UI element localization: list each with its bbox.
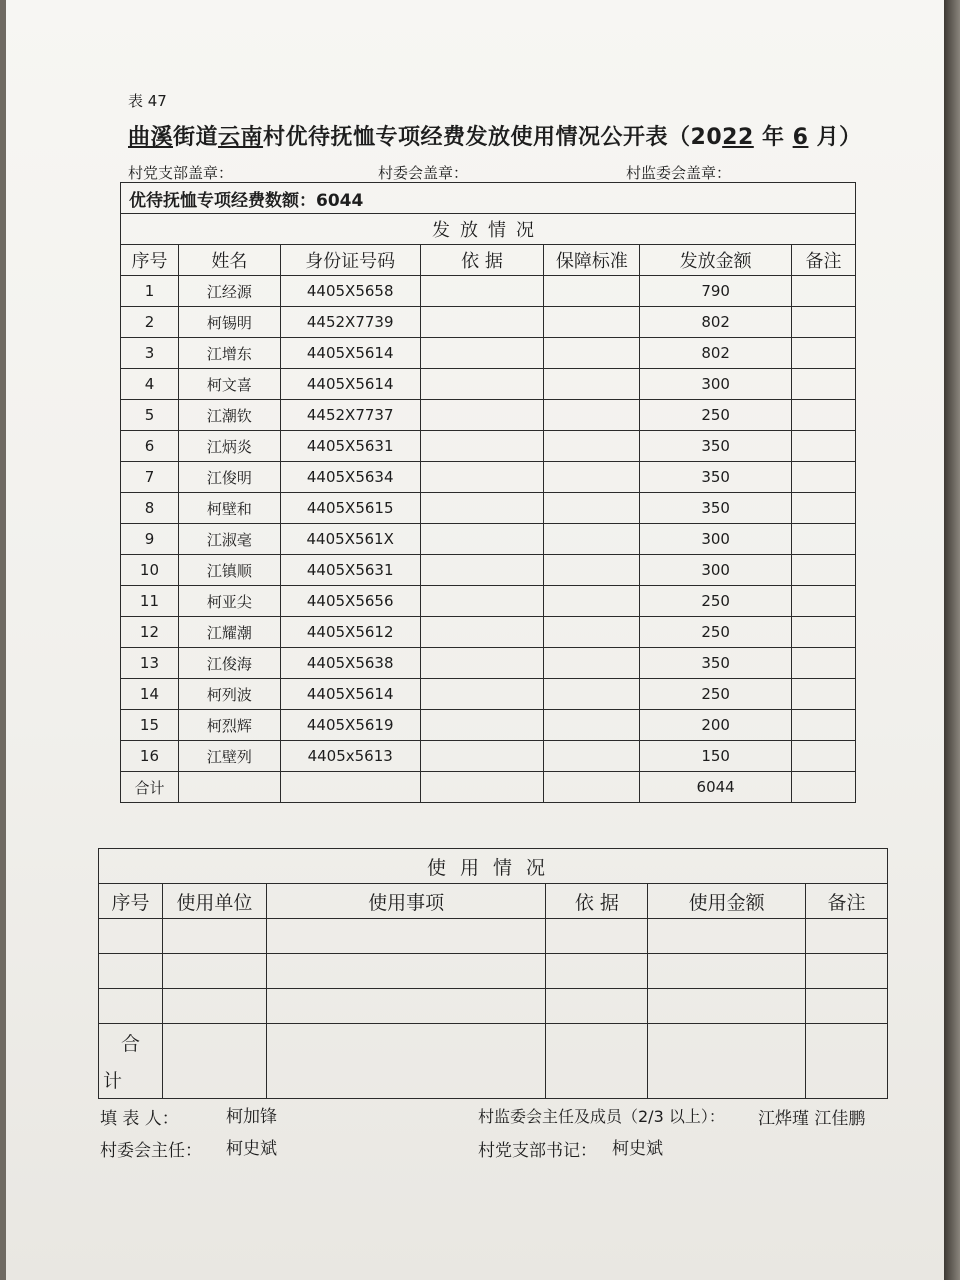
title-part: 村优待抚恤专项经费发放使用情况公开表（20: [263, 125, 723, 150]
distribution-section-title: 发放情况: [121, 214, 856, 245]
title-town: 曲溪: [128, 125, 174, 150]
row-number: 5: [121, 400, 179, 431]
row-number: 7: [121, 462, 179, 493]
remark: [792, 586, 856, 617]
id-number: 4405X5614: [280, 679, 420, 710]
table-cell: [280, 772, 420, 803]
remark: [792, 679, 856, 710]
standard: [544, 307, 640, 338]
standard: [544, 338, 640, 369]
column-header: 使用金额: [648, 884, 806, 919]
secretary-name: 柯史斌: [612, 1139, 663, 1159]
director-label: 村委会主任：: [100, 1141, 202, 1161]
usage-total-label: [99, 1024, 163, 1099]
id-number: 4405X5619: [280, 710, 420, 741]
column-header: 序号: [121, 245, 179, 276]
standard: [544, 710, 640, 741]
recipient-name: 柯壁和: [178, 493, 280, 524]
table-cell: [792, 772, 856, 803]
id-number: 4405X5658: [280, 276, 420, 307]
distribution-row: [121, 648, 856, 679]
basis: [420, 648, 544, 679]
standard: [544, 555, 640, 586]
recipient-name: 柯文喜: [178, 369, 280, 400]
fund-amount-value: 6044: [316, 190, 364, 211]
row-number: 8: [121, 493, 179, 524]
usage-row: [99, 989, 888, 1024]
recipient-name: 江镇顺: [178, 555, 280, 586]
column-header: 序号: [99, 884, 163, 919]
distribution-row: [121, 462, 856, 493]
secretary-label: 村党支部书记：: [478, 1141, 597, 1161]
recipient-name: 柯列波: [178, 679, 280, 710]
supervision-label: 村监委会主任及成员（2/3 以上）：: [478, 1107, 725, 1126]
supervision-names: 江烨瑾 江佳鹏: [758, 1109, 866, 1129]
amount: 250: [640, 400, 792, 431]
recipient-name: 江增东: [178, 338, 280, 369]
row-number: 4: [121, 369, 179, 400]
amount: 802: [640, 338, 792, 369]
row-number: 12: [121, 617, 179, 648]
row-number: 6: [121, 431, 179, 462]
basis: [420, 710, 544, 741]
distribution-row: [121, 276, 856, 307]
amount: 350: [640, 648, 792, 679]
basis: [420, 741, 544, 772]
amount: 250: [640, 679, 792, 710]
id-number: 4405x5613: [280, 741, 420, 772]
recipient-name: 江俊明: [178, 462, 280, 493]
table-cell: [420, 772, 544, 803]
remark: [792, 307, 856, 338]
standard: [544, 648, 640, 679]
basis: [420, 679, 544, 710]
basis: [420, 617, 544, 648]
usage-row: [99, 919, 888, 954]
total-label: 合计: [121, 772, 179, 803]
amount: 350: [640, 431, 792, 462]
recipient-name: 江耀潮: [178, 617, 280, 648]
title-village: 云南: [218, 125, 264, 150]
amount: 802: [640, 307, 792, 338]
id-number: 4405X5638: [280, 648, 420, 679]
row-number: 2: [121, 307, 179, 338]
usage-total-label-top: 合: [120, 1033, 140, 1055]
standard: [544, 431, 640, 462]
column-header: 依 据: [546, 884, 648, 919]
standard: [544, 524, 640, 555]
recipient-name: 江经源: [178, 276, 280, 307]
id-number: 4405X5614: [280, 369, 420, 400]
director-name: 柯史斌: [226, 1139, 277, 1159]
remark: [792, 524, 856, 555]
basis: [420, 400, 544, 431]
standard: [544, 679, 640, 710]
remark: [792, 462, 856, 493]
row-number: 14: [121, 679, 179, 710]
recipient-name: 江炳炎: [178, 431, 280, 462]
remark: [792, 400, 856, 431]
remark: [792, 617, 856, 648]
distribution-row: [121, 493, 856, 524]
distribution-row: [121, 307, 856, 338]
basis: [420, 307, 544, 338]
distribution-row: [121, 400, 856, 431]
basis: [420, 276, 544, 307]
stamp-village-committee: 村委会盖章：: [378, 164, 469, 182]
amount: 150: [640, 741, 792, 772]
usage-total-row: [99, 1024, 888, 1099]
recipient-name: 柯烈辉: [178, 710, 280, 741]
distribution-row: [121, 524, 856, 555]
filler-label: 填 表 人：: [100, 1109, 179, 1129]
distribution-row: [121, 369, 856, 400]
remark: [792, 710, 856, 741]
form-code: 表 47: [128, 92, 167, 110]
amount: 350: [640, 493, 792, 524]
title-month: 6: [792, 125, 809, 150]
row-number: 1: [121, 276, 179, 307]
id-number: 4405X561X: [280, 524, 420, 555]
basis: [420, 586, 544, 617]
row-number: 3: [121, 338, 179, 369]
table-cell: [544, 772, 640, 803]
amount: 790: [640, 276, 792, 307]
remark: [792, 555, 856, 586]
remark: [792, 741, 856, 772]
usage-header-row: [99, 884, 888, 919]
usage-table: [98, 848, 888, 1099]
stamp-supervision: 村监委会盖章：: [626, 164, 732, 182]
title-part: 年: [753, 125, 793, 150]
remark: [792, 648, 856, 679]
distribution-row: [121, 679, 856, 710]
fund-amount: [121, 183, 856, 214]
standard: [544, 462, 640, 493]
distribution-row: [121, 555, 856, 586]
id-number: 4405X5612: [280, 617, 420, 648]
stamp-party-branch: 村党支部盖章：: [128, 164, 234, 182]
id-number: 4405X5634: [280, 462, 420, 493]
remark: [792, 369, 856, 400]
filler-name: 柯加锋: [226, 1107, 277, 1127]
basis: [420, 493, 544, 524]
id-number: 4452X7739: [280, 307, 420, 338]
remark: [792, 431, 856, 462]
id-number: 4405X5614: [280, 338, 420, 369]
row-number: 13: [121, 648, 179, 679]
title-year: 22: [722, 125, 754, 150]
total-value: 6044: [640, 772, 792, 803]
title-part: 月）: [808, 125, 862, 150]
amount: 350: [640, 462, 792, 493]
amount: 250: [640, 617, 792, 648]
basis: [420, 338, 544, 369]
distribution-total-row: [121, 772, 856, 803]
row-number: 15: [121, 710, 179, 741]
column-header: 发放金额: [640, 245, 792, 276]
distribution-row: [121, 431, 856, 462]
id-number: 4405X5656: [280, 586, 420, 617]
usage-row: [99, 954, 888, 989]
standard: [544, 493, 640, 524]
table-cell: [178, 772, 280, 803]
amount: 300: [640, 555, 792, 586]
standard: [544, 741, 640, 772]
id-number: 4405X5631: [280, 555, 420, 586]
standard: [544, 369, 640, 400]
row-number: 10: [121, 555, 179, 586]
standard: [544, 400, 640, 431]
usage-total-label-bottom: 计: [103, 1070, 123, 1092]
column-header: 备注: [806, 884, 888, 919]
basis: [420, 431, 544, 462]
basis: [420, 369, 544, 400]
row-number: 11: [121, 586, 179, 617]
amount: 300: [640, 369, 792, 400]
id-number: 4405X5615: [280, 493, 420, 524]
column-header: 使用事项: [266, 884, 546, 919]
distribution-row: [121, 741, 856, 772]
column-header: 依 据: [420, 245, 544, 276]
remark: [792, 338, 856, 369]
row-number: 9: [121, 524, 179, 555]
fund-amount-label: 优待抚恤专项经费数额：: [129, 190, 316, 211]
usage-section-title: 使用情况: [99, 849, 888, 884]
column-header: 姓名: [178, 245, 280, 276]
id-number: 4452X7737: [280, 400, 420, 431]
id-number: 4405X5631: [280, 431, 420, 462]
standard: [544, 617, 640, 648]
amount: 250: [640, 586, 792, 617]
amount: 300: [640, 524, 792, 555]
amount: 200: [640, 710, 792, 741]
distribution-row: [121, 338, 856, 369]
standard: [544, 276, 640, 307]
distribution-row: [121, 586, 856, 617]
remark: [792, 493, 856, 524]
recipient-name: 柯锡明: [178, 307, 280, 338]
row-number: 16: [121, 741, 179, 772]
column-header: 保障标准: [544, 245, 640, 276]
page-edge-shadow: [944, 0, 960, 1280]
distribution-row: [121, 710, 856, 741]
recipient-name: 江淑毫: [178, 524, 280, 555]
distribution-header-row: [121, 245, 856, 276]
basis: [420, 555, 544, 586]
recipient-name: 江潮钦: [178, 400, 280, 431]
distribution-rows: [121, 276, 856, 772]
recipient-name: 江壁列: [178, 741, 280, 772]
basis: [420, 524, 544, 555]
recipient-name: 江俊海: [178, 648, 280, 679]
distribution-table: [120, 182, 856, 803]
column-header: 身份证号码: [280, 245, 420, 276]
column-header: 备注: [792, 245, 856, 276]
column-header: 使用单位: [162, 884, 266, 919]
recipient-name: 柯亚尖: [178, 586, 280, 617]
basis: [420, 462, 544, 493]
title-part: 街道: [173, 125, 219, 150]
distribution-row: [121, 617, 856, 648]
document-title: [128, 120, 862, 151]
standard: [544, 586, 640, 617]
remark: [792, 276, 856, 307]
